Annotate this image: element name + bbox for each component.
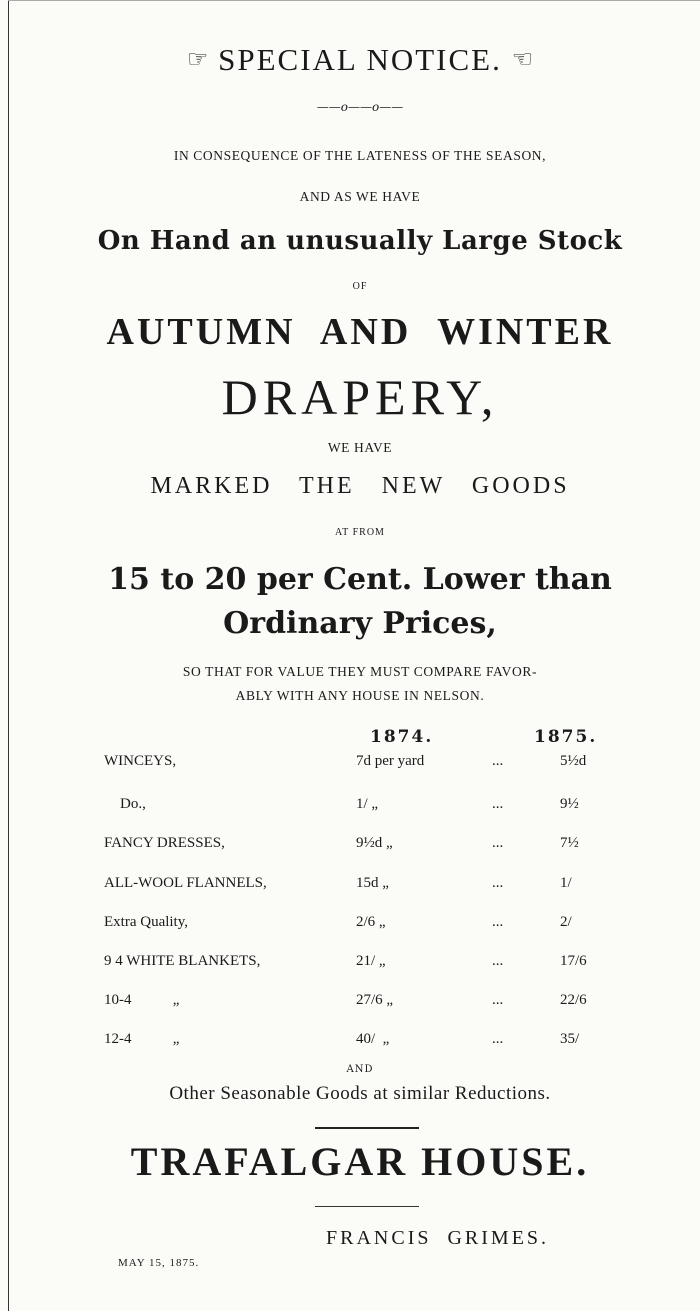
headline-discount <box>20 558 700 646</box>
divider-rule-small <box>315 1206 419 1207</box>
headline-autumn-winter: AUTUMN AND WINTER <box>106 311 614 353</box>
notice-line-9: AT FROM <box>335 527 385 538</box>
price-table-header <box>20 727 700 749</box>
notice-line-7: WE HAVE <box>327 440 393 455</box>
discount-line-1: 15 to 20 per Cent. Lower than <box>108 562 612 597</box>
price-1875: 9½ <box>560 796 579 812</box>
left-column-rule <box>8 0 9 1311</box>
price-1875: 35/ <box>560 1031 580 1047</box>
notice-title <box>20 42 700 78</box>
price-1875: 7½ <box>560 835 579 851</box>
price-item: 10-4 „ <box>104 992 180 1008</box>
price-item: ALL-WOOL FLANNELS, <box>104 875 267 891</box>
leader-dots: ... <box>492 835 504 851</box>
headline-marked-goods: MARKED THE NEW GOODS <box>150 473 570 499</box>
price-row <box>20 953 700 977</box>
price-row <box>20 1031 700 1055</box>
leader-dots: ... <box>492 914 504 930</box>
price-1874: 27/6 „ <box>356 992 394 1008</box>
notice-line-2: AND AS WE HAVE <box>299 189 421 204</box>
notice-date: MAY 15, 1875. <box>118 1257 200 1269</box>
price-1875: 1/ <box>560 875 572 891</box>
price-1875: 17/6 <box>560 953 587 969</box>
price-1874: 9½d „ <box>356 835 393 851</box>
notice-line-3: On Hand an unusually Large Stock <box>97 226 623 256</box>
headline-drapery: DRAPERY, <box>221 369 499 425</box>
pointing-hand-right-icon: ☞ <box>186 47 209 73</box>
price-item: Do., <box>120 796 146 812</box>
price-1875: 22/6 <box>560 992 587 1008</box>
price-1875: 2/ <box>560 914 572 930</box>
leader-dots: ... <box>492 875 504 891</box>
leader-dots: ... <box>492 1031 504 1047</box>
leader-dots: ... <box>492 796 504 812</box>
price-1874: 15d „ <box>356 875 389 891</box>
value-statement-line-1: SO THAT FOR VALUE THEY MUST COMPARE FAVOR- <box>182 664 538 679</box>
price-item: FANCY DRESSES, <box>104 835 225 851</box>
price-row <box>20 753 700 777</box>
price-item: WINCEYS, <box>104 753 177 769</box>
leader-dots: ... <box>492 992 504 1008</box>
pointing-hand-left-icon: ☜ <box>511 47 534 73</box>
year-1875-header: 1875. <box>534 727 598 747</box>
price-1874: 7d per yard <box>356 753 425 769</box>
value-statement-line-2: ABLY WITH ANY HOUSE IN NELSON. <box>235 688 485 703</box>
divider-rule <box>315 1127 419 1129</box>
notice-title-text: SPECIAL NOTICE. <box>218 42 502 77</box>
year-1874-header: 1874. <box>370 727 434 747</box>
price-1874: 2/6 „ <box>356 914 386 930</box>
notice-line-4: OF <box>352 281 368 292</box>
price-row <box>20 914 700 938</box>
price-1874: 1/ „ <box>356 796 379 812</box>
ornament-divider: ——o——o—— <box>316 100 404 114</box>
discount-line-2: Ordinary Prices, <box>223 606 497 641</box>
top-column-rule <box>8 0 700 1</box>
leader-dots: ... <box>492 753 504 769</box>
price-1874: 40/ „ <box>356 1031 390 1047</box>
price-row <box>20 875 700 899</box>
proprietor-name: FRANCIS GRIMES. <box>326 1227 550 1249</box>
store-name: TRAFALGAR HOUSE. <box>130 1139 590 1184</box>
and-label: AND <box>346 1064 374 1075</box>
notice-line-1: IN CONSEQUENCE OF THE LATENESS OF THE SEASON, <box>173 148 547 163</box>
price-item: 12-4 „ <box>104 1031 180 1047</box>
price-row <box>20 835 700 859</box>
price-row <box>20 992 700 1016</box>
price-item: Extra Quality, <box>104 914 189 930</box>
leader-dots: ... <box>492 953 504 969</box>
price-1874: 21/ „ <box>356 953 386 969</box>
other-goods-line: Other Seasonable Goods at similar Reductions. <box>169 1083 551 1104</box>
value-statement <box>20 660 700 708</box>
price-1875: 5½d <box>560 753 587 769</box>
price-row <box>20 796 700 820</box>
price-item: 9 4 WHITE BLANKETS, <box>104 953 261 969</box>
